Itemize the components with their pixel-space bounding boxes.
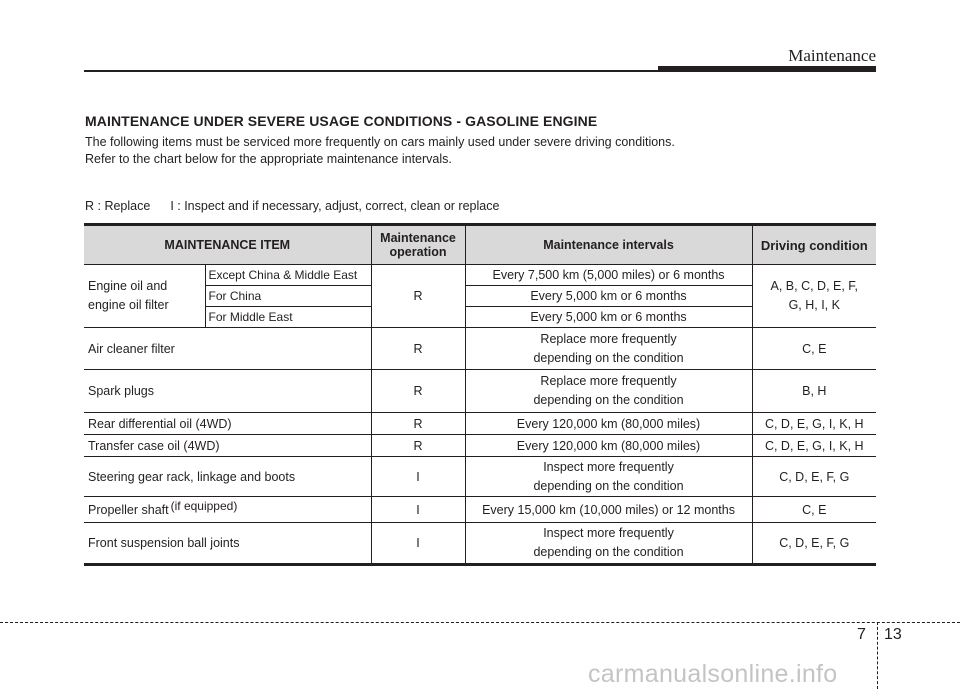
interval-line2: depending on the condition (533, 393, 684, 407)
intro-line-1: The following items must be serviced more frequently on cars mainly used under severe driving conditions. (85, 135, 675, 149)
table-row (84, 413, 876, 435)
condition-cell: C, E (752, 497, 876, 523)
table-header-row (84, 225, 876, 265)
interval-line1: Replace more frequently (540, 374, 677, 388)
header-condition: Driving condition (752, 225, 876, 265)
interval-cell: Every 7,500 km (5,000 miles) or 6 months (465, 265, 752, 286)
interval-line2: depending on the condition (533, 478, 684, 493)
header-operation (371, 225, 465, 265)
item-cell (84, 497, 371, 523)
item-note: (if equipped) (170, 498, 238, 513)
operation-cell: R (371, 435, 465, 457)
item-cell: Steering gear rack, linkage and boots (84, 457, 371, 497)
interval-line1: Inspect more frequently (543, 459, 674, 474)
section-title: MAINTENANCE UNDER SEVERE USAGE CONDITIONS - GASOLINE ENGINE (85, 113, 598, 129)
operation-cell: I (371, 523, 465, 565)
interval-line1: Replace more frequently (540, 331, 677, 346)
interval-cell: Every 15,000 km (10,000 miles) or 12 months (465, 497, 752, 523)
interval-line2: depending on the condition (533, 545, 684, 559)
operation-cell: I (371, 497, 465, 523)
operation-cell: R (371, 413, 465, 435)
interval-line2: depending on the condition (533, 350, 684, 365)
page-chapter: 7 (857, 626, 866, 643)
page-header-title: Maintenance (788, 46, 876, 65)
condition-cell: C, D, E, F, G (752, 457, 876, 497)
interval-cell: Every 5,000 km or 6 months (465, 286, 752, 307)
table-row (84, 497, 876, 523)
interval-cell (465, 523, 752, 565)
intro-line-2: Refer to the chart below for the appropriate maintenance intervals. (85, 152, 452, 166)
item-cell: Rear differential oil (4WD) (84, 413, 371, 435)
table-row (84, 265, 876, 286)
interval-cell: Every 5,000 km or 6 months (465, 307, 752, 328)
footer-rule (0, 622, 960, 623)
item-cell: Air cleaner filter (84, 328, 371, 370)
operation-cell: R (371, 370, 465, 413)
interval-cell (465, 457, 752, 497)
item-cell: Transfer case oil (4WD) (84, 435, 371, 457)
item-text: Propeller shaft (88, 502, 169, 517)
condition-line1: A, B, C, D, E, F, (770, 279, 859, 293)
region-cell: For Middle East (205, 307, 371, 328)
legend-replace: R : Replace (85, 199, 151, 213)
table-row (84, 435, 876, 457)
interval-cell: Every 120,000 km (80,000 miles) (465, 435, 752, 457)
operation-cell: I (371, 457, 465, 497)
condition-cell: C, E (752, 328, 876, 370)
operation-cell: R (371, 328, 465, 370)
table-row (84, 328, 876, 370)
interval-cell: Every 120,000 km (80,000 miles) (465, 413, 752, 435)
item-engine-oil (84, 265, 205, 328)
condition-line2: G, H, I, K (788, 298, 840, 312)
interval-line1: Inspect more frequently (543, 526, 674, 540)
condition-cell: B, H (752, 370, 876, 413)
table-row (84, 457, 876, 497)
intro-text (85, 134, 885, 168)
interval-cell (465, 328, 752, 370)
header-operation-line2: operation (389, 245, 447, 259)
item-cell: Front suspension ball joints (84, 523, 371, 565)
item-engine-oil-line2: engine oil filter (88, 298, 169, 312)
header-item: MAINTENANCE ITEM (84, 225, 371, 265)
legend (85, 199, 499, 213)
region-cell: Except China & Middle East (205, 265, 371, 286)
header-rule-thick (658, 66, 876, 72)
header-rule (84, 70, 660, 72)
condition-cell: C, D, E, G, I, K, H (752, 435, 876, 457)
footer-divider (877, 622, 878, 689)
condition-cell (752, 265, 876, 328)
page-number: 13 (884, 626, 902, 643)
table-row (84, 370, 876, 413)
condition-cell: C, D, E, F, G (752, 523, 876, 565)
header-operation-line1: Maintenance (380, 231, 456, 245)
item-cell: Spark plugs (84, 370, 371, 413)
table-row (84, 523, 876, 565)
legend-inspect: I : Inspect and if necessary, adjust, correct, clean or replace (170, 199, 500, 213)
region-cell: For China (205, 286, 371, 307)
condition-cell: C, D, E, G, I, K, H (752, 413, 876, 435)
interval-cell (465, 370, 752, 413)
header-intervals: Maintenance intervals (465, 225, 752, 265)
operation-cell: R (371, 265, 465, 328)
maintenance-table (84, 223, 876, 566)
item-engine-oil-line1: Engine oil and (88, 279, 168, 293)
watermark: carmanualsonline.info (588, 660, 838, 688)
